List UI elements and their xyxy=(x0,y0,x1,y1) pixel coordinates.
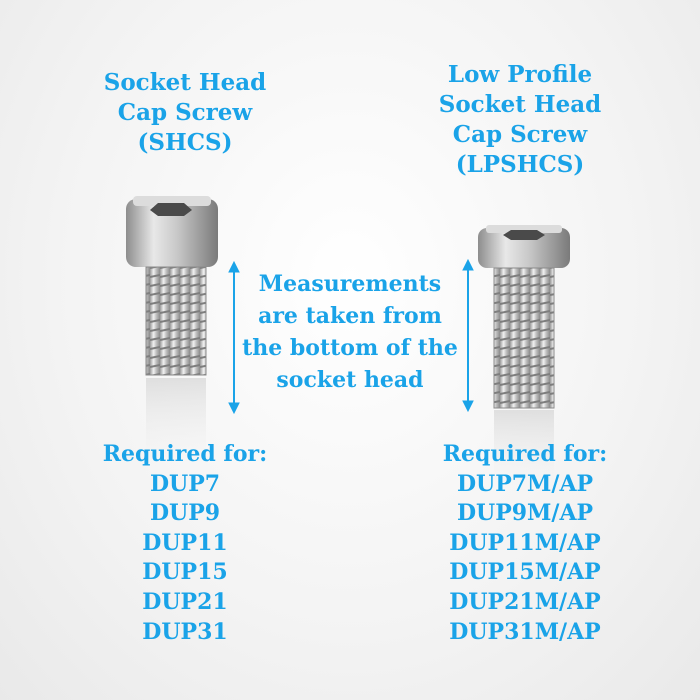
required-label: Required for: xyxy=(442,441,608,467)
model-item: DUP21M/AP xyxy=(449,588,601,615)
required-label: Required for: xyxy=(102,441,268,467)
model-item: DUP9M/AP xyxy=(456,500,594,527)
heading-line: Cap Screw xyxy=(452,121,588,148)
note-line: Measurements xyxy=(258,271,442,297)
note-line: are taken from xyxy=(258,303,442,329)
shcs-required-list xyxy=(70,440,300,647)
model-item: DUP15 xyxy=(142,559,228,586)
model-item: DUP31 xyxy=(142,618,228,645)
heading-line: Socket Head xyxy=(103,69,267,96)
shcs-screw xyxy=(126,196,218,468)
model-item: DUP7M/AP xyxy=(456,470,594,497)
model-item: DUP31M/AP xyxy=(449,618,601,645)
heading-line: Low Profile xyxy=(447,61,593,88)
lpshcs-heading xyxy=(410,60,630,180)
note-line: socket head xyxy=(276,367,424,393)
heading-line: Cap Screw xyxy=(117,99,253,126)
heading-line: (SHCS) xyxy=(137,129,233,156)
model-item: DUP11 xyxy=(142,529,228,556)
lpshcs-required-list xyxy=(410,440,640,647)
model-item: DUP11M/AP xyxy=(449,529,601,556)
measurement-note xyxy=(232,268,468,396)
note-line: the bottom of the xyxy=(242,335,458,361)
heading-line: (LPSHCS) xyxy=(455,151,585,178)
model-item: DUP15M/AP xyxy=(449,559,601,586)
model-item: DUP9 xyxy=(149,500,221,527)
model-item: DUP21 xyxy=(142,588,228,615)
model-item: DUP7 xyxy=(149,470,221,497)
shcs-heading xyxy=(70,68,300,158)
heading-line: Socket Head xyxy=(438,91,602,118)
